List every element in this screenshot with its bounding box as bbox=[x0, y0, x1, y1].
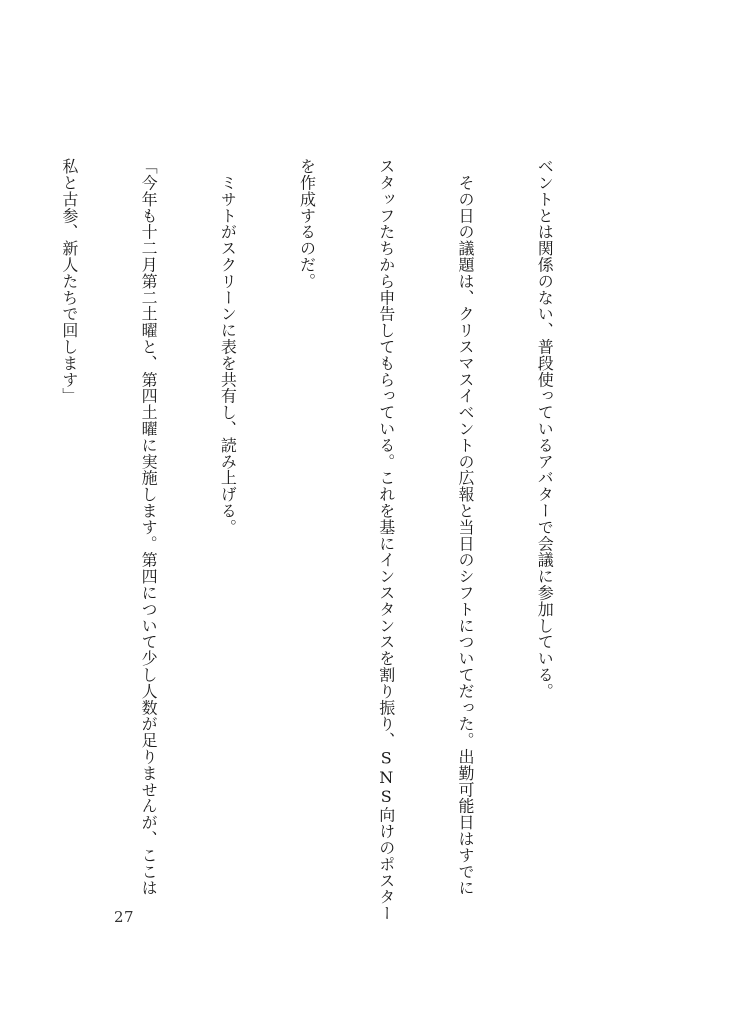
text-line: ベントとは関係のない、普段使っているアバターで会議に参加している。 bbox=[535, 158, 555, 700]
page-number: 27 bbox=[114, 908, 135, 926]
text-line: 私と古参、新人たちで回します」 bbox=[59, 158, 79, 404]
text-line: を作成するのだ。 bbox=[297, 158, 317, 290]
text-line: スタッフたちから申告してもらっている。これを基にインスタンスを割り振り、SNS向けのポスター bbox=[376, 158, 396, 922]
text-line: その日の議題は、クリスマスイベントの広報と当日のシフトについてだった。出勤可能日はすでに bbox=[455, 158, 475, 896]
text-line: 「今年も十二月第二土曜と、第四土曜に実施します。第四について少し人数が足りませんが、ここは bbox=[139, 158, 159, 896]
text-line bbox=[0, 158, 3, 898]
text-line: ミサトがスクリーンに表を共有し、読み上げる。 bbox=[218, 158, 238, 536]
